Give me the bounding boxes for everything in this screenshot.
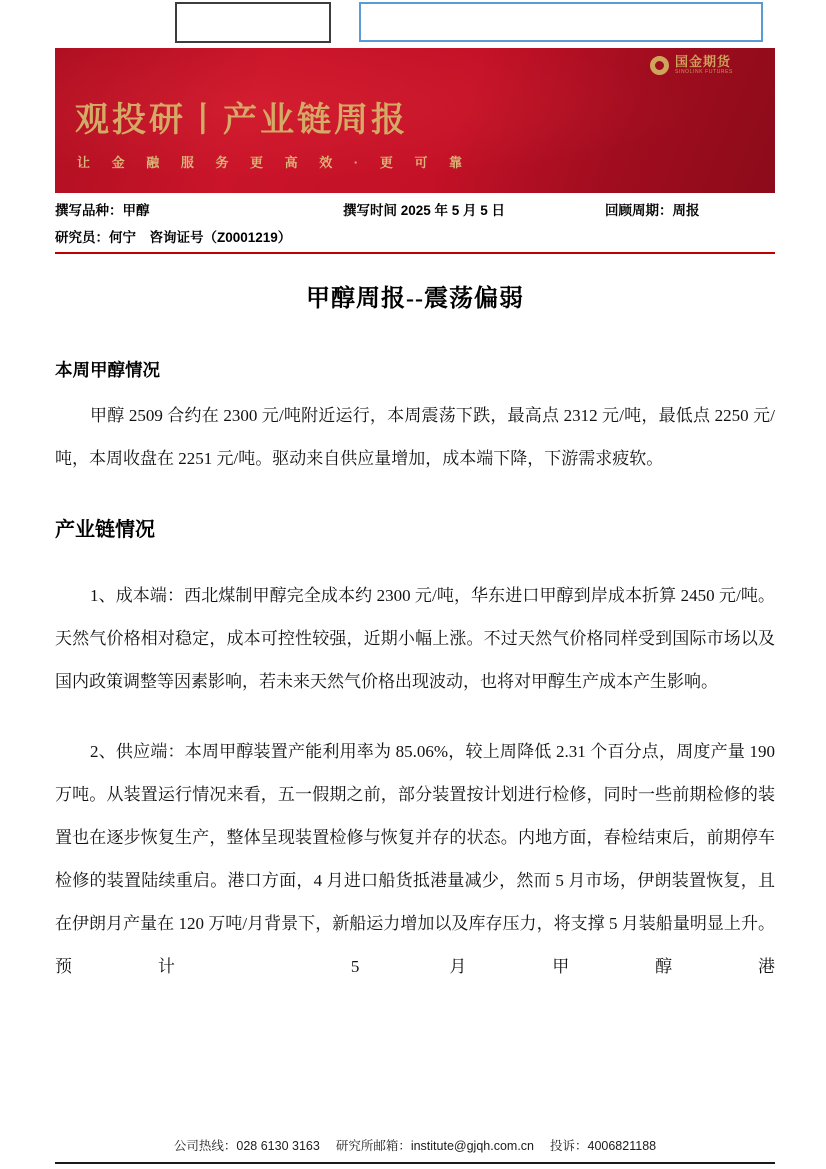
meta-review-period: 回顾周期：周报 [605, 203, 700, 218]
coin-icon [650, 56, 669, 75]
company-logo [650, 55, 733, 75]
page-title: 甲醇周报--震荡偏弱 [306, 286, 524, 312]
section-heading-weekly: 本周甲醇情况 [55, 360, 160, 380]
paragraph-weekly-summary: 甲醇 2509 合约在 2300 元/吨附近运行，本周震荡下跌，最高点 2312 元/吨，最低点 2250 元/吨，本周收盘在 2251 元/吨。驱动来自供应量增加，成本端下降，下游需求疲软。 [55, 406, 775, 468]
section-heading-industry-chain: 产业链情况 [55, 519, 155, 541]
paragraph-cost-side: 1、成本端：西北煤制甲醇完全成本约 2300 元/吨，华东进口甲醇到岸成本折算 2450 元/吨。天然气价格相对稳定，成本可控性较强，近期小幅上涨。不过天然气价格同样受到国际市场以及国内政策调整等因素影响，若未来天然气价格出现波动，也将对甲醇生产成本产生影响。 [55, 586, 775, 691]
page-content [55, 0, 775, 988]
footer-hotline: 公司热线：028 6130 3163 [173, 1139, 320, 1153]
logo-text [675, 55, 733, 75]
meta-write-time: 撰写时间 2025 年 5 月 5 日 [343, 203, 506, 218]
paragraph-supply-side: 2、供应端：本周甲醇装置产能利用率为 85.06%，较上周降低 2.31 个百分点，周度产量 190 万吨。从装置运行情况来看，五一假期之前，部分装置按计划进行检修，同时一些前期检修的装置也在逐步恢复生产，整体呈现装置检修与恢复并存的状态。内地方面，春检结束后，前期停车检修的装置陆续重启。港口方面，4 月进口船货抵港量减少，然而 5 月市场，伊朗装置恢复，且在伊朗月产量在 120 万吨/月背景下，新船运力增加以及库存压力，将支撑 5 月装船量明显上升。预计 5 月甲醇港 [55, 742, 775, 976]
banner [55, 48, 775, 193]
page-footer [55, 1136, 775, 1164]
meta-row-1 [55, 199, 775, 219]
banner-title: 观投研丨产业链周报 [75, 101, 408, 139]
meta-variety: 撰写品种：甲醇 [55, 203, 150, 218]
footer-email: 研究所邮箱：institute@gjqh.com.cn [335, 1139, 534, 1153]
banner-slogan: 让 金 融 服 务 更 高 效 · 更 可 靠 [77, 155, 472, 170]
footer-complaint: 投诉：4006821188 [550, 1139, 657, 1153]
logo-company-subname: SINOLINK FUTURES [675, 69, 733, 75]
meta-researcher: 研究员：何宁 咨询证号（Z0001219） [55, 230, 292, 245]
red-divider [55, 252, 775, 254]
report-meta [55, 199, 775, 246]
logo-company-name: 国金期货 [675, 54, 732, 69]
